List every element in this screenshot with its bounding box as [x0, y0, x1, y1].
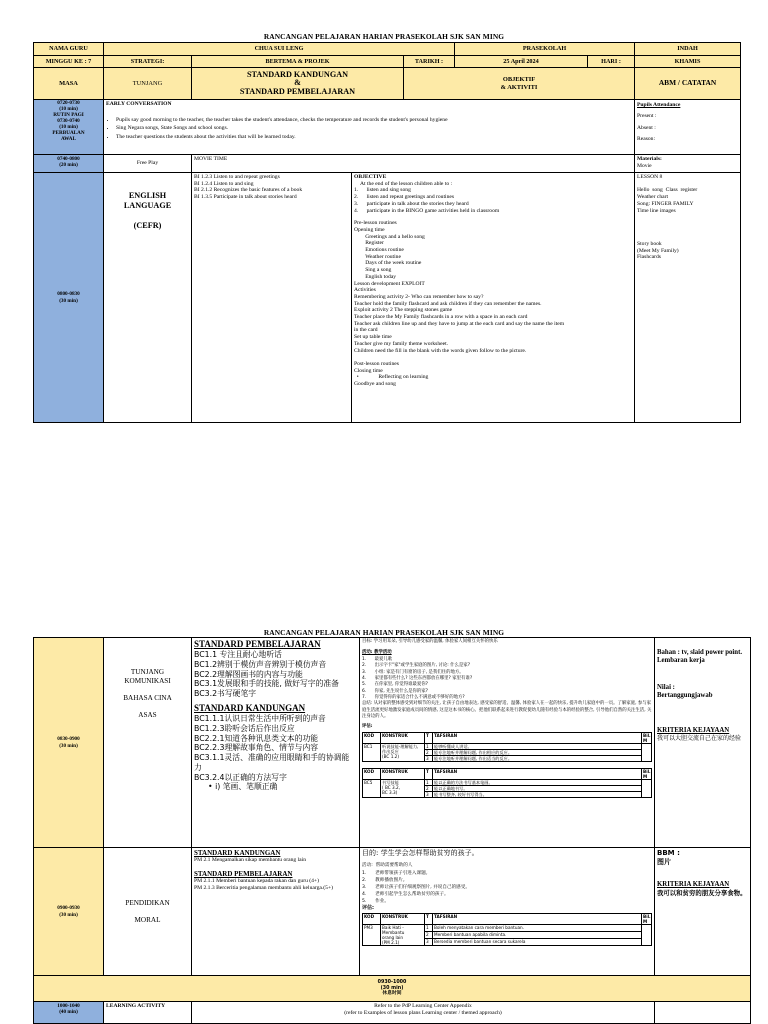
eval-head: KOD	[363, 769, 381, 780]
cina-tunjang: TUNJANG KOMUNIKASI BAHASA CINA ASAS	[104, 638, 192, 848]
eval-level: 1	[425, 780, 433, 786]
rehat-row: 0930-1000 (30 min) 休息时间	[34, 976, 751, 1002]
learning-line2: (refer to Examples of lesson plans Learning center / themed approach)	[344, 1009, 502, 1016]
early-time: 0720-0730 (10 min) RUTIN PAGI 0730-0740 (10 min) PERBUALAN AWAL	[34, 100, 104, 155]
objective-item: 3. participate in talk about the stories they heard	[354, 200, 469, 207]
english-tunjang: ENGLISH LANGUAGE (CEFR)	[104, 173, 192, 423]
eval-kod: BC5	[363, 780, 381, 798]
eval-konstruk: 听说技能-理解能力, 作出反应 (BC 1.2)	[381, 743, 425, 761]
moral-kriteria-text: 我可以和贫穷的朋友分享食物。	[657, 888, 747, 897]
cina-activity-cell	[360, 638, 655, 848]
moral-activity-cell	[360, 848, 655, 976]
cina-act: 7. 你觉得你的家适合什么不满意或不够好的地方?	[362, 695, 465, 700]
eval-level: 2	[425, 749, 433, 755]
attendance-cell	[635, 100, 741, 155]
moral-sk-text: PM 2.1 Mengamalkan sikap membantu orang lain	[194, 857, 307, 864]
page1-title: RANCANGAN PELAJARAN HARIAN PRASEKOLAH SJK SAN MING	[263, 32, 505, 41]
nama-guru-label: NAMA GURU	[34, 43, 104, 56]
english-standards: BI 1.2.3 Listen to and repeat greetings BI 1.2.4 Listen to and sing BI 2.1.2 Recognizes the basic features of a book BI 1.3.5 Participate in talk about stories heard	[192, 173, 352, 423]
eval-head: Bil. M	[643, 914, 651, 925]
moral-sk-title: STANDARD KANDUNGAN	[194, 849, 281, 857]
eval-level: 3	[425, 792, 433, 798]
learning-line1: Refer to the PdP Learning Center Appendix	[374, 1003, 472, 1009]
learning-label: LEARNING ACTIVITY	[104, 1002, 192, 1024]
teacher-name: CHUA SUI LENG	[104, 43, 455, 56]
eval-tafsiran: 能以正确的方法书写基本笔画。	[433, 780, 642, 786]
objective-label: OBJECTIVE	[354, 174, 387, 180]
eval-konstruk: 书写技能 ( BC 3.2, BC 3.3)	[381, 780, 425, 798]
moral-kriteria-title: KRITERIA KEJAYAAN	[657, 880, 730, 888]
eval-head: Bil. M	[643, 769, 651, 780]
cina-sp-line: BC1.1 专注且耐心地听话	[194, 650, 282, 660]
eval-tafsiran: Bersedia memberi bantuan secara sukarela	[433, 939, 642, 946]
cina-time: 0830-0900 (30 min)	[34, 638, 104, 848]
eval-tafsiran: 能以正确地书写。	[433, 786, 642, 792]
eval-tafsiran: Boleh menyatakan cara memberi bantuan.	[433, 925, 642, 932]
objektif-header-line2: & AKTIVITI	[500, 83, 538, 91]
cina-sk-line: BC3.1.1灵活、准确的应用眼睛和手的协调能力	[194, 753, 350, 772]
page2-title: RANCANGAN PELAJARAN HARIAN PRASEKOLAH SJK SAN MING	[263, 628, 505, 637]
early-conversation-label: EARLY CONVERSATION	[106, 101, 172, 107]
eval-head: TAFSIRAN	[433, 769, 642, 780]
objektif-header	[404, 68, 635, 100]
eval-head: KONSTRUK	[381, 769, 425, 780]
standard-header-line2: &	[294, 78, 301, 88]
lesson-body: Pre-lesson routines Opening time Greetings and a hello song Register Emotions routine Weather routine Days of the week routine Sing a song English today Lesson development EXPLOIT Activities Remembering activity 2- Who can remember how to say? Teacher hold the family flashcard and ask children if they can remember the names. Exploit activity 2 The stepping stones game Teacher place the My Family flashcards in a row with a space in an each card Teacher ask children line up and they have to jump at the each card and say the name the item in the card Set up table time Teacher give my family theme worksheet. Children need the fill in the blank with the words given follow to the picture. Post-lesson routines Closing time • Reflecting on learning Goodbye and song	[354, 220, 565, 388]
eval-level: 3	[425, 756, 433, 762]
eval-bil	[642, 925, 652, 946]
eval-level: 1	[425, 743, 433, 749]
lesson-plan-table-1	[33, 42, 741, 423]
objective-item: 2. listen and repeat greetings and routines	[354, 194, 455, 201]
cina-bahan: Bahan : tv, slaid power point. Lembaran kerja	[657, 649, 743, 665]
eval-head: TAFSIRAN	[433, 732, 642, 743]
moral-sp-title: STANDARD PEMBELAJARAN	[194, 870, 293, 879]
objektif-header-line1: OBJEKTIF	[502, 76, 536, 84]
objective-item: 1. listen and sing song	[354, 187, 411, 194]
cina-sp-line: BC3.1发展眼和手的技能, 做好写字的准备	[194, 679, 339, 689]
cina-act-title: 活动: 教学活动	[362, 650, 392, 656]
cina-eval-table-2	[362, 768, 652, 798]
eval-kod: BC1	[363, 743, 381, 761]
strategi-label: STRATEGI:	[104, 56, 192, 68]
cina-sp-line: BC1.2辨别于模仿声音辨别于模仿声音	[194, 659, 327, 669]
objective-item: 4. participate in the BINGO game activities held in classroom	[354, 207, 500, 214]
eval-level: 2	[425, 932, 433, 939]
tarikh-label: TARIKH :	[404, 56, 455, 68]
eval-head: T	[425, 769, 433, 780]
cina-act: 1. 最爱儿歌	[362, 656, 393, 662]
eval-konstruk: Baik Hati - Membantu orang lain (PM 2.1)	[381, 925, 425, 946]
cina-sk-line: BC1.1.1认识日常生活中所听到的声音	[194, 714, 326, 724]
cina-notes-cell	[655, 638, 751, 848]
moral-bbm: BBM : 图片	[657, 849, 680, 866]
eval-head: T	[425, 914, 433, 925]
cina-sk-title: STANDARD KANDUNGAN	[194, 702, 306, 713]
eval-tafsiran: Memberi bantuan apabila diminta.	[433, 932, 642, 939]
moral-standards	[192, 848, 360, 976]
eval-level: 2	[425, 786, 433, 792]
lesson-plan-table-2	[33, 637, 751, 1024]
cina-kriteria-title: KRITERIA KEJAYAAN	[657, 726, 730, 734]
cina-sk-line: BC1.2.3聆听会话后作出反应	[194, 723, 295, 733]
early-conversation-cell	[104, 100, 635, 155]
class-name: INDAH	[635, 43, 741, 56]
cina-sp-line: BC3.2书写硬笔字	[194, 689, 257, 699]
materials-value: Movie	[637, 162, 652, 169]
minggu-label: MINGGU KE : 7	[34, 56, 104, 68]
eval-level: 3	[425, 939, 433, 946]
hari-label: HARI :	[588, 56, 635, 68]
day-value: KHAMIS	[635, 56, 741, 68]
eval-head: T	[425, 732, 433, 743]
cina-sp-line: BC2.2理解图画书的内容与功能	[194, 669, 303, 679]
eval-head: KONSTRUK	[381, 732, 425, 743]
absent-label: Absent :	[637, 124, 656, 131]
cina-aim: 目标: 学习用耳朵, 引导幼儿感受家的温馨, 体验家人间相互关怀的快乐	[362, 639, 498, 644]
early-bullets	[106, 116, 632, 142]
early-bullet: • The teacher questions the students about the activities that will be learned today.	[116, 133, 632, 142]
eval-head: KONSTRUK	[381, 914, 425, 925]
eval-head: Bil. M	[643, 732, 651, 743]
eval-kod: PM3	[363, 925, 381, 946]
cina-act: 3. 小组: 家是有门有窗的房子, 是我们住的地方。	[362, 669, 464, 675]
moral-eval-label: 评估:	[362, 905, 374, 912]
movie-time: MOVIE TIME	[192, 155, 635, 173]
cina-sk-line: BC2.2.3理解故事角色、情节与内容	[194, 743, 319, 753]
cina-eval-label: 评估:	[362, 723, 373, 729]
cina-sk-line: BC3.2.4以正确的方法写字	[194, 772, 287, 782]
cina-summary: 总结: 从对家的整体感受到对细节的关注, 让孩子自由地表达, 感受家的舒适、温馨, 体验家人在一起的快乐, 提升幼儿家庭中的一员。了解家庭, 参与家庭生活流更好地激发家庭成员间的情感, 这是这本书的核心。把他们联系起来进行教促使幼儿随有经验与本的经验的整合, 引导他们自然的关注生活, 关注身边的人。	[362, 701, 652, 720]
eval-bil	[642, 780, 652, 798]
eval-head: KOD	[363, 732, 381, 743]
freeplay-label: Free Play	[104, 155, 192, 173]
strategi-value: BERTEMA & PROJEK	[192, 56, 404, 68]
learning-activity-cell	[192, 1002, 655, 1024]
cina-sk-bullet-text: i) 笔画、笔顺正确	[215, 782, 278, 792]
eval-level: 1	[425, 925, 433, 932]
masa-header: MASA	[34, 68, 104, 100]
present-label: Present :	[637, 113, 657, 120]
english-time: 0800-0830 (30 min)	[34, 173, 104, 423]
early-bullet: • Pupils say good morning to the teacher, the teacher takes the student's attendance, checks the temperature and records the student's personal hygiene	[116, 116, 632, 125]
standard-header-line1: STANDARD KANDUNGAN	[246, 69, 349, 79]
early-bullet: • Sing Negara songs, State Songs and school songs.	[116, 124, 632, 133]
materials-label: Materials:	[637, 156, 662, 162]
freeplay-time: 0740-0800 (20 min)	[34, 155, 104, 173]
objective-intro: At the end of the lesson children able to :	[360, 180, 453, 187]
reason-label: Reason:	[637, 136, 656, 143]
eval-tafsiran: 能专注地听并理解问题, 作出适当的反应。	[433, 756, 642, 762]
moral-time: 0900-0930 (30 min)	[34, 848, 104, 976]
cina-act: 5. 在你家里, 你觉得谁最爱你?	[362, 682, 428, 688]
learning-time: 1000-1040 (40 min)	[34, 1002, 104, 1024]
moral-aim: 目的: 学生学会怎样帮助贫穷的孩子。	[362, 849, 479, 857]
cina-act: 4. 家里都有些什么? 这些东西都放在哪里? 家里有谁?	[362, 675, 473, 681]
cina-act: 2. 出示字卡"家"或学生家庭的图片, 讨论: 什么是家?	[362, 663, 471, 669]
cina-standards	[192, 638, 360, 848]
cina-eval-table-1	[362, 732, 652, 762]
date-value: 25 April 2024	[455, 56, 588, 68]
cina-sk-bullet: • i) 笔画、笔顺正确	[208, 782, 278, 792]
prasekolah-label: PRASEKOLAH	[455, 43, 635, 56]
moral-eval-table	[362, 913, 652, 946]
cina-act: 6. 你家, 先生说什么是你的家?	[362, 688, 428, 694]
attendance-title: Pupils Attendance	[637, 102, 681, 108]
eval-bil	[642, 743, 652, 761]
materials-cell	[635, 155, 741, 173]
tunjang-header: TUNJANG	[104, 68, 192, 100]
english-objective-cell	[352, 173, 635, 423]
eval-head: KOD	[363, 914, 381, 925]
cina-sp-title: STANDARD PEMBELAJARAN	[194, 639, 321, 649]
moral-sp-text: PM 2.1.1 Memberi bantuan kepada rakan dan guru (4+) PM 2.1.3 Berceritia pengalaman membantu ahli keluarga.(5+)	[194, 878, 333, 892]
eval-tafsiran: 能书写整齐, 较好书写得当。	[433, 792, 642, 798]
eval-head: TAFSIRAN	[433, 914, 642, 925]
moral-acts: 活动: 帮助需要帮助的人 1. 老师带领孩子引进入课题。 2. 教师播放图片。 3. 老师让孩子们仔细观察图片, 并说自己的感受。 4. 老师引起学生怎么帮助贫穷的孩子。 5. 作业。	[362, 863, 470, 904]
abm-header: ABM / CATATAN	[635, 68, 741, 100]
standard-header	[192, 68, 404, 100]
standard-header-line3: STANDARD PEMBELAJARAN	[239, 86, 356, 96]
eval-tafsiran: 能专注地听并理解问题, 作出相应的反应。	[433, 749, 642, 755]
moral-notes-cell	[655, 848, 751, 976]
moral-tunjang: PENDIDIKAN MORAL	[104, 848, 192, 976]
learning-notes	[655, 1002, 751, 1024]
cina-sk-line: BC2.2.1知道各种讯息类文本的功能	[194, 733, 319, 743]
eval-tafsiran: 能够听懂成人讲话。	[433, 743, 642, 749]
english-abm: LESSON 8 Hello song Class register Weather chart Song: FINGER FAMILY Time line images Story book (Meet My Family) Flashcards	[635, 173, 741, 423]
cina-nilai: Nilai : Bertanggungjawab	[657, 683, 713, 700]
cina-kriteria-text: 我可以大胆交流自己在家的经验	[657, 735, 742, 743]
